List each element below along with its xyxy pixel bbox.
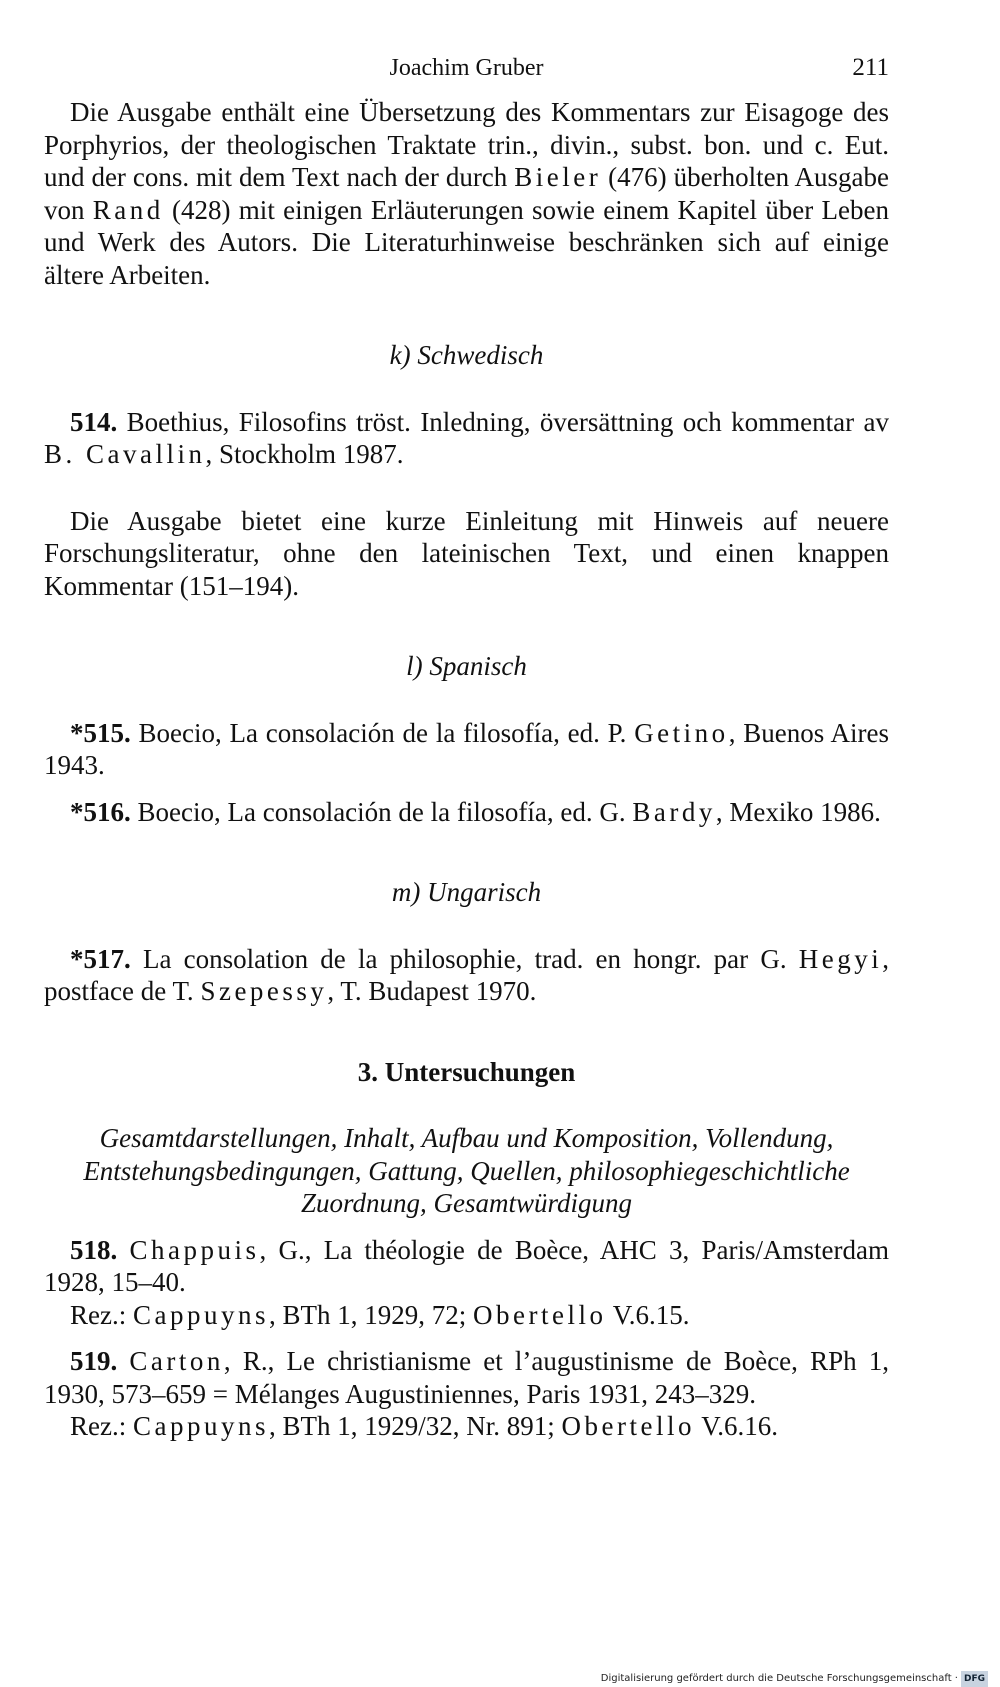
- text: , Stockholm 1987.: [205, 439, 404, 469]
- author-name: Cappuyns: [132, 1411, 269, 1441]
- dfg-logo: DFG: [961, 1671, 988, 1687]
- section-title: 3. Untersuchungen: [357, 1056, 576, 1087]
- text: , postface de T.: [44, 943, 889, 1006]
- text: , BTh 1, 1929/32, Nr. 891;: [268, 1411, 562, 1441]
- running-head-author: Joachim Gruber: [389, 55, 544, 81]
- review-line-518: [44, 1299, 889, 1332]
- text: V.6.16.: [694, 1411, 778, 1441]
- text: Boecio, La consolación de la filosofía, ed. G.: [130, 796, 633, 827]
- author-name: Carton: [129, 1346, 224, 1376]
- text: Die Ausgabe enthält eine Übersetzung des Kommentars zur Eisagoge des Porphyrios, der theologischen Traktate trin., divin., subst. bon. und c. Eut. und der cons. mit dem Text nach der durch: [44, 97, 889, 192]
- entry-number: *516.: [70, 796, 131, 827]
- author-name: Bieler: [514, 162, 602, 192]
- author-name: Szepessy: [200, 976, 328, 1006]
- text: , R., Le christianisme et l’augustinisme de Boèce, RPh 1, 1930, 573–659 = Mélanges Augustiniennes, Paris 1931, 243–329.: [44, 1346, 890, 1409]
- footer-text: Digitalisierung gefördert durch die Deutsche Forschungsgemeinschaft ·: [600, 1673, 958, 1684]
- author-name: Chappuis: [129, 1234, 260, 1265]
- text: , Mexiko 1986.: [715, 796, 881, 827]
- paragraph-schwedisch-note: Die Ausgabe bietet eine kurze Einleitung mit Hinweis auf neuere Forschungsliteratur, ohne den lateinischen Text, und einen knappen Kommentar (151–194).: [44, 505, 889, 601]
- document-page: [44, 50, 889, 1443]
- author-name: B. Cavallin: [44, 439, 206, 469]
- bibliography-entry-516: [44, 796, 889, 829]
- bibliography-entry-518: [44, 1234, 889, 1299]
- text: , G., La théologie de Boèce, AHC 3, Paris/Amsterdam 1928, 15–40.: [44, 1234, 889, 1297]
- paragraph-ausgabe: [44, 96, 889, 291]
- review-line-519: [44, 1410, 889, 1443]
- author-name: Obertello: [561, 1411, 695, 1441]
- text: Rez.:: [70, 1411, 133, 1441]
- bibliography-entry-514: [44, 406, 889, 471]
- text: Rez.:: [70, 1299, 133, 1330]
- author-name: Bardy: [632, 796, 716, 827]
- entry-number: 518.: [70, 1234, 118, 1265]
- text: Boethius, Filosofins tröst. Inledning, översättning och kommentar av: [117, 406, 889, 437]
- text: (476) überholten Ausgabe von: [44, 162, 889, 225]
- author-name: Getino: [634, 717, 729, 748]
- author-name: Cappuyns: [132, 1299, 269, 1330]
- section-topics: Gesamtdarstellungen, Inhalt, Aufbau und Komposition, Vollendung, Entstehungsbedingungen, Gattung, Quellen, philosophiegeschichtliche Zuordnung, Gesamtwürdigung: [83, 1123, 850, 1218]
- text: La consolation de la philosophie, trad. en hongr. par G.: [130, 943, 799, 974]
- text: , BTh 1, 1929, 72;: [268, 1299, 473, 1330]
- entry-number: 514.: [70, 406, 118, 437]
- subheading-spanisch: l) Spanisch: [406, 651, 527, 681]
- text: , Buenos Aires 1943.: [44, 717, 889, 780]
- entry-number: 519.: [70, 1346, 118, 1376]
- text: , T. Budapest 1970.: [327, 976, 537, 1006]
- running-header: [44, 50, 889, 90]
- subheading-schwedisch: k) Schwedisch: [389, 340, 544, 370]
- bibliography-entry-515: [44, 717, 889, 782]
- text: V.6.15.: [606, 1299, 690, 1330]
- digitization-footer: [0, 1671, 1000, 1687]
- bibliography-entry-519: [44, 1345, 889, 1410]
- page-number: 211: [852, 54, 889, 81]
- author-name: Hegyi: [798, 943, 883, 974]
- text: (428) mit einigen Erläuterungen sowie einem Kapitel über Leben und Werk des Autors. Die Literaturhinweise beschränken sich auf einige ältere Arbeiten.: [44, 194, 889, 290]
- author-name: Obertello: [473, 1299, 607, 1330]
- author-name: Rand: [92, 194, 164, 225]
- entry-number: *515.: [70, 717, 131, 748]
- text: Boecio, La consolación de la filosofía, ed. P.: [130, 717, 635, 748]
- subheading-ungarisch: m) Ungarisch: [391, 877, 542, 907]
- entry-number: *517.: [70, 943, 131, 974]
- bibliography-entry-517: [44, 943, 889, 1008]
